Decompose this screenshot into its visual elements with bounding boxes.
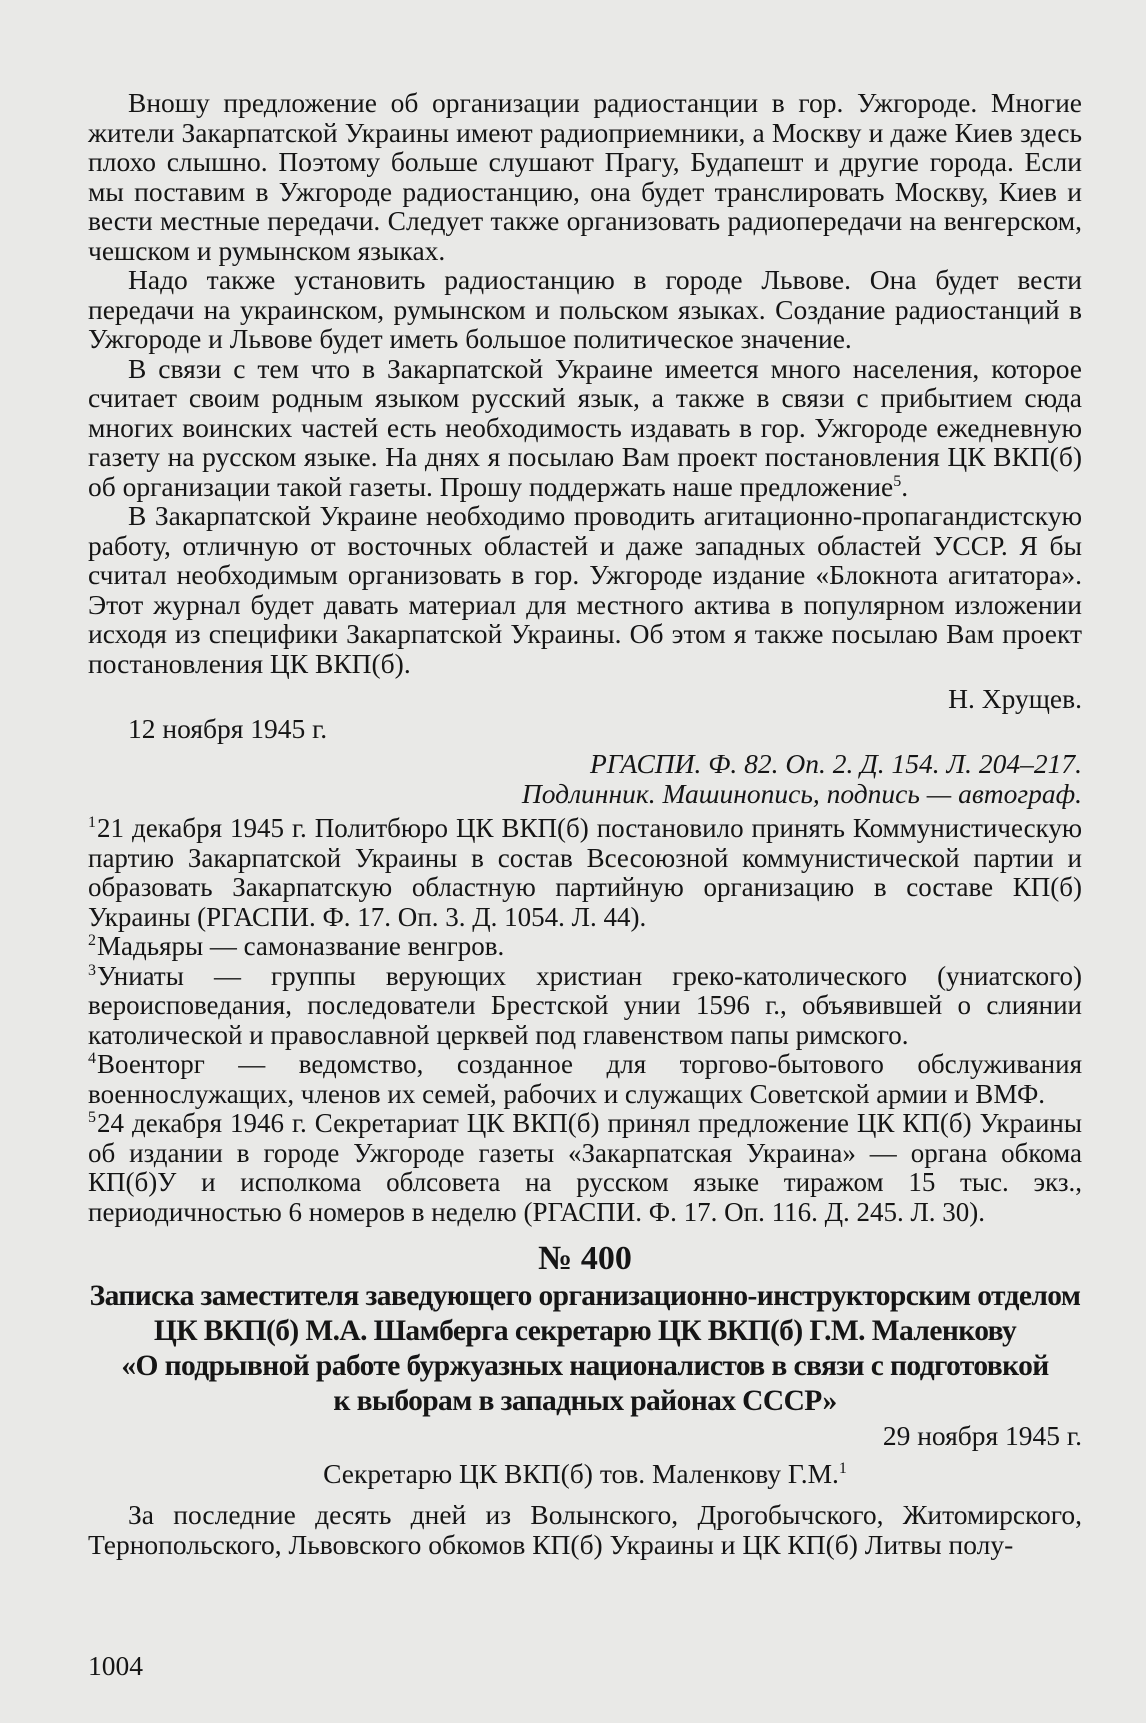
footnote-ref-5: 5 — [893, 472, 902, 490]
addressee — [88, 1459, 1082, 1489]
document-number: № 400 — [538, 1240, 632, 1277]
footnote-mark: 2 — [88, 932, 96, 949]
footnote-text: Униаты — группы верующих христиан греко-католического (униатского) вероисповедания, последователи Брестской унии 1596 г., объявившей о слиянии католической и православной церквей под главенством папы римского. — [88, 960, 1082, 1050]
footnote-mark: 4 — [88, 1050, 96, 1067]
footnote-mark: 3 — [88, 961, 96, 979]
source-note: Подлинник. Машинопись, подпись — автограф. — [521, 777, 1082, 809]
archive-reference: РГАСПИ. Ф. 82. Оп. 2. Д. 154. Л. 204–217. — [589, 748, 1082, 779]
paragraph-radio-uzhgorod: Вношу предложение об организации радиостанции в гор. Ужгороде. Многие жители Закарпатской Украины имеют радиоприемники, а Москву и даже Киев здесь плохо слышно. Поэтому больше слушают Прагу, Будапешт и другие города. Если мы поставим в Ужгороде радиостанцию, она будет транслировать Москву, Киев и вести местные передачи. Следует также организовать радиопередачи на венгерском, чешском и румынском языках. — [88, 87, 1082, 266]
footnote-3 — [88, 962, 1082, 1051]
footnote-4 — [88, 1050, 1082, 1109]
signature: Н. Хрущев. — [948, 683, 1082, 714]
document-title-line: ЦК ВКП(б) М.А. Шамберга секретарю ЦК ВКП(б) Г.М. Маленкову — [153, 1315, 1017, 1347]
footnotes — [88, 814, 1082, 1227]
footnote-text: 21 декабря 1945 г. Политбюро ЦК ВКП(б) постановило принять Коммунистическую партию Закарпатской Украины в состав Всесоюзной коммунистической партии и образовать Закарпатскую областную партийную организацию в составе КП(б) Украины (РГАСПИ. Ф. 17. Оп. 3. Д. 1054. Л. 44). — [88, 813, 1082, 932]
document-title — [88, 1279, 1082, 1419]
paragraph-agitation: В Закарпатской Украине необходимо проводить агитационно-пропагандистскую работу, отличную от восточных областей и даже западных областей УССР. Я бы считал необходимым организовать в гор. Ужгороде издание «Блокнота агитатора». Этот журнал будет давать материал для местного актива в популярном изложении исходя из специфики Закарпатской Украины. Об этом я также посылаю Вам проект постановления ЦК ВКП(б). — [88, 500, 1082, 679]
footnote-text: Военторг — ведомство, созданное для торгово-бытового обслуживания военнослужащих, членов их семей, рабочих и служащих Советской армии и ВМФ. — [88, 1049, 1082, 1109]
footnote-text: Мадьяры — самоназвание венгров. — [97, 931, 505, 961]
footnote-text: 24 декабря 1946 г. Секретариат ЦК ВКП(б) принял предложение ЦК КП(б) Украины об издании в городе Ужгороде газеты «Закарпатская Украина» — органа обкома КП(б)У и исполкома облсовета на русском языке тиражом 15 тыс. экз., периодичностью 6 номеров в неделю (РГАСПИ. Ф. 17. Оп. 116. Д. 245. Л. 30). — [88, 1108, 1082, 1227]
document-title-line: к выборам в западных районах СССР» — [333, 1385, 837, 1417]
footnote-mark: 5 — [88, 1109, 96, 1126]
document-title-line: «О подрывной работе буржуазных националистов в связи с подготовкой — [121, 1350, 1049, 1382]
footnote-5 — [88, 1109, 1082, 1227]
footnote-mark: 1 — [88, 814, 96, 831]
footnote-2 — [88, 932, 1082, 962]
page-number: 1004 — [88, 1650, 143, 1681]
footnote-ref-1: 1 — [838, 1459, 847, 1477]
addressee-text: Секретарю ЦК ВКП(б) тов. Маленкову Г.М. — [323, 1457, 839, 1489]
letter-date: 12 ноября 1945 г. — [128, 712, 328, 744]
page-content — [88, 88, 1082, 1559]
document-body-start: За последние десять дней из Волынского, Дрогобычского, Житомирского, Тернопольского, Львовского обкомов КП(б) Украины и ЦК КП(б) Литвы полу- — [88, 1499, 1082, 1560]
document-title-line: Записка заместителя заведующего организационно-инструкторским отделом — [89, 1280, 1081, 1312]
paragraph-newspaper-text: В связи с тем что в Закарпатской Украине имеется много населения, которое считает своим родным языком русский язык, а также в связи с прибытием сюда многих воинских частей есть необходимость издавать в гор. Ужгороде ежедневную газету на русском языке. На днях я посылаю Вам проект постановления ЦК ВКП(б) об организации такой газеты. Прошу поддержать наше предложение — [88, 352, 1082, 502]
document-date: 29 ноября 1945 г. — [882, 1420, 1082, 1451]
paragraph-radio-lviv: Надо также установить радиостанцию в городе Львове. Она будет вести передачи на украинском, румынском и польском языках. Создание радиостанций в Ужгороде и Львове будет иметь большое политическое значение. — [88, 264, 1082, 354]
paragraph-newspaper: В связи с тем что в Закарпатской Украине имеется много населения, которое считает своим родным языком русский язык, а также в связи с прибытием сюда многих воинских частей есть необходимость издавать в гор. Ужгороде ежедневную газету на русском языке. На днях я посылаю Вам проект постановления ЦК ВКП(б) об организации такой газеты. Прошу поддержать наше предложение$^5$. — [88, 352, 1082, 502]
footnote-1 — [88, 814, 1082, 932]
